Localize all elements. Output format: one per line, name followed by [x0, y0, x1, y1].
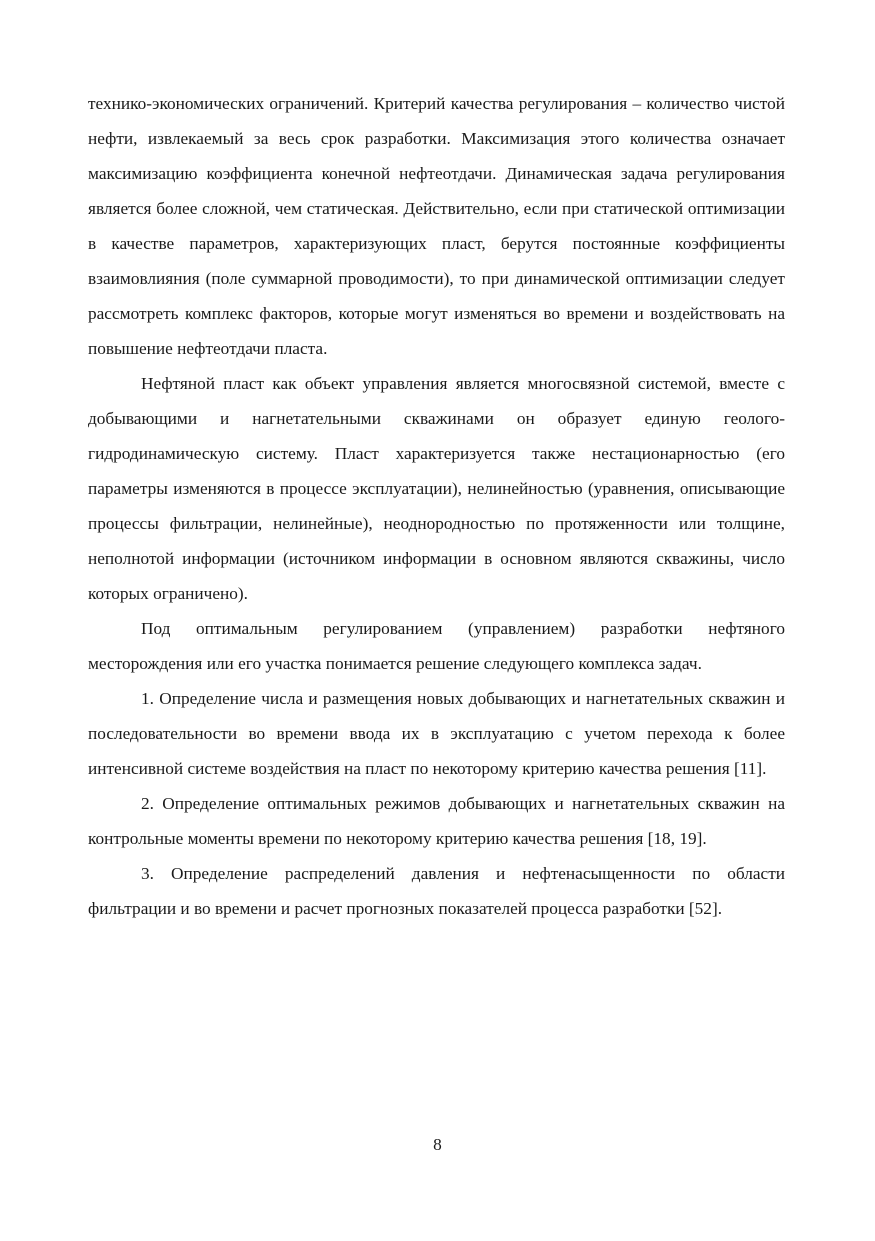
paragraph-regulation-criterion: технико-экономических ограничений. Критерий качества регулирования – количество чистой нефти, извлекаемый за весь срок разработки. Максимизация этого количества означает максимизацию коэффициента конечной нефтеотдачи. Динамическая задача регулирования является более сложной, чем статическая. Действительно, если при статической оптимизации в качестве параметров, характеризующих пласт, берутся постоянные коэффициенты взаимовлияния (поле суммарной проводимости), то при динамической оптимизации следует рассмотреть комплекс факторов, которые могут изменяться во времени и воздействовать на повышение нефтеотдачи пласта.: [88, 94, 785, 358]
paragraph-optimal-regulation: Под оптимальным регулированием (управлением) разработки нефтяного месторождения или его участка понимается решение следующего комплекса задач.: [88, 619, 785, 673]
page-number: 8: [433, 1135, 442, 1154]
page-body: [88, 86, 785, 926]
list-item-2: 2. Определение оптимальных режимов добывающих и нагнетательных скважин на контрольные моменты времени по некоторому критерию качества решения [18, 19].: [88, 794, 785, 848]
list-item-1: 1. Определение числа и размещения новых добывающих и нагнетательных скважин и последовательности во времени ввода их в эксплуатацию с учетом перехода к более интенсивной системе воздействия на пласт по некоторому критерию качества решения [11].: [88, 689, 785, 778]
paragraph-reservoir-object: Нефтяной пласт как объект управления является многосвязной системой, вместе с добывающими и нагнетательными скважинами он образует единую геолого-гидродинамическую систему. Пласт характеризуется также нестационарностью (его параметры изменяются в процессе эксплуатации), нелинейностью (уравнения, описывающие процессы фильтрации, нелинейные), неоднородностью по протяженности или толщине, неполнотой информации (источником информации в основном являются скважины, число которых ограничено).: [88, 374, 785, 603]
list-item-3: 3. Определение распределений давления и нефтенасыщенности по области фильтрации и во времени и расчет прогнозных показателей процесса разработки [52].: [88, 864, 785, 918]
